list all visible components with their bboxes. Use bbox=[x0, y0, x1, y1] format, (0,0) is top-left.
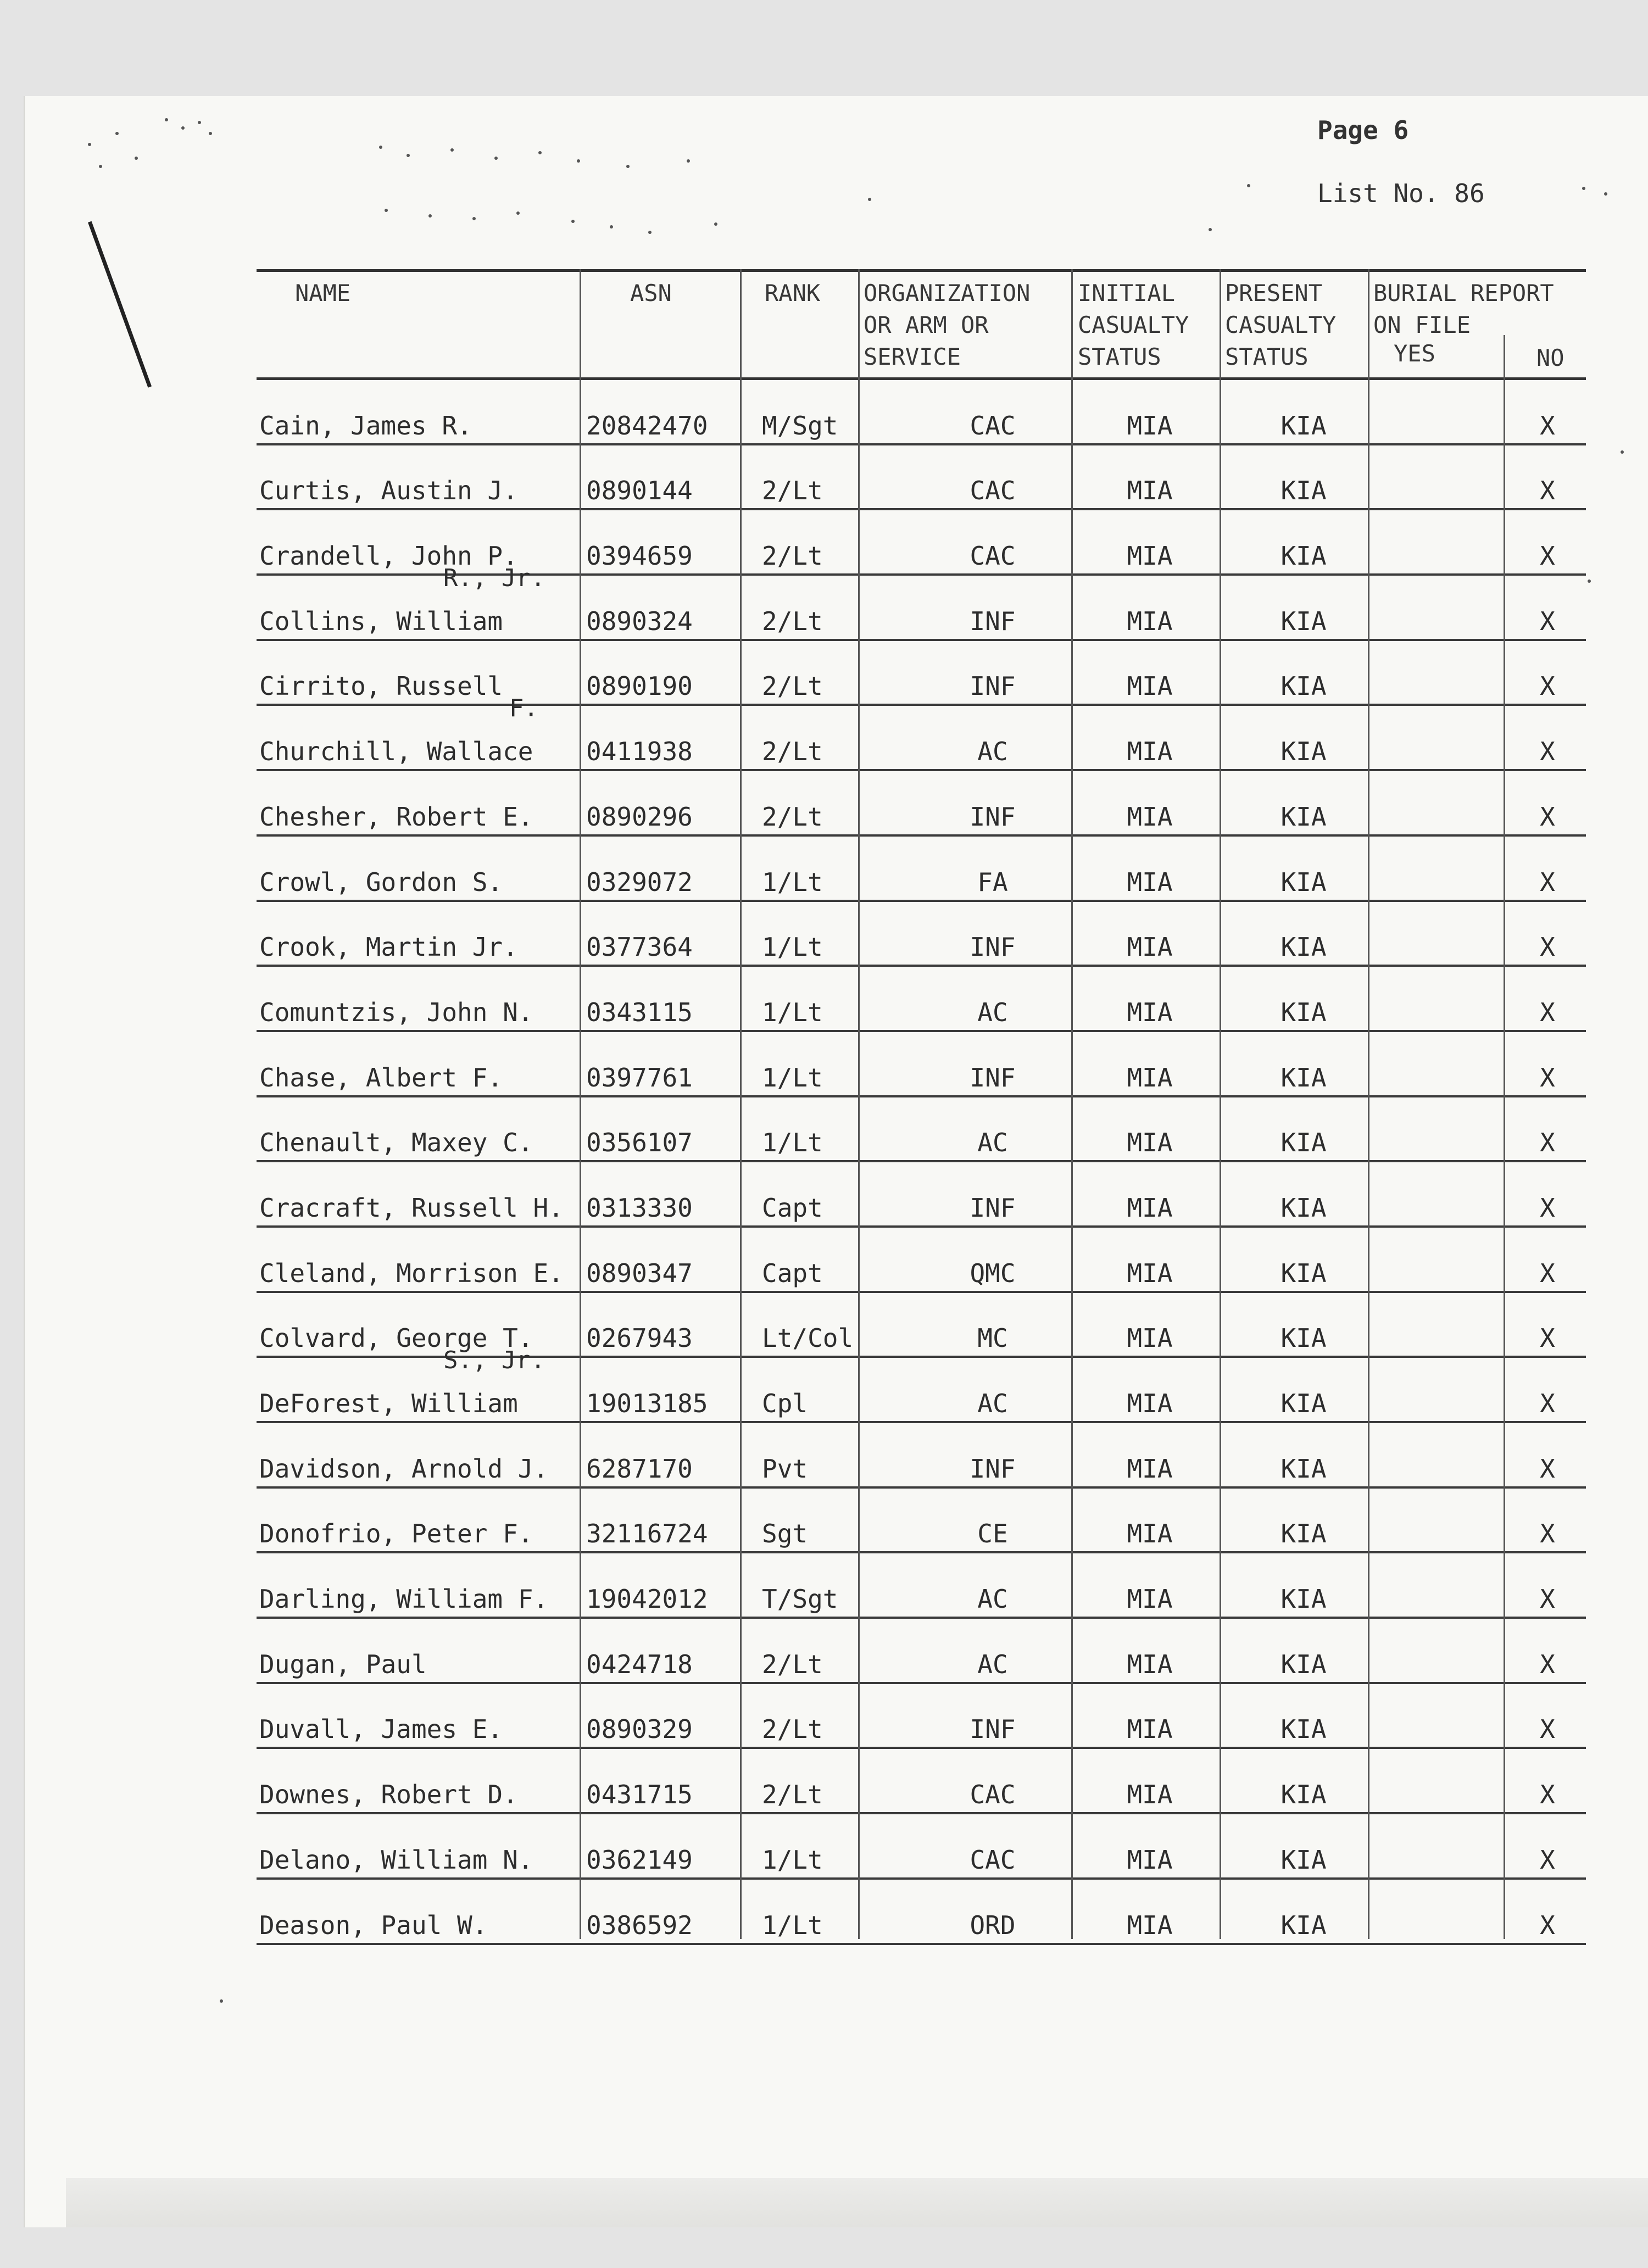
present-status-cell: KIA bbox=[1280, 737, 1327, 767]
column-divider bbox=[580, 269, 581, 1939]
table-row bbox=[257, 1749, 1586, 1814]
asn-cell: 0890296 bbox=[586, 801, 693, 832]
speckle bbox=[1604, 192, 1607, 196]
burial-no-cell: X bbox=[1540, 1062, 1555, 1093]
column-divider bbox=[1504, 335, 1505, 1939]
present-status-cell: KIA bbox=[1280, 476, 1327, 506]
name-cell: Colvard, George T. bbox=[259, 1323, 533, 1353]
organization-cell: AC bbox=[977, 1649, 1008, 1679]
burial-no-cell: X bbox=[1540, 541, 1555, 571]
header-yes: YES bbox=[1394, 340, 1435, 367]
present-status-cell: KIA bbox=[1280, 1323, 1327, 1353]
initial-status-cell: MIA bbox=[1127, 1192, 1173, 1223]
asn-cell: 0394659 bbox=[586, 541, 693, 571]
organization-cell: INF bbox=[970, 671, 1016, 701]
present-status-cell: KIA bbox=[1280, 1062, 1327, 1093]
asn-cell: 0362149 bbox=[586, 1845, 693, 1875]
table-row bbox=[257, 771, 1586, 837]
asn-cell: 0890190 bbox=[586, 671, 693, 701]
header-present-status: PRESENT CASUALTY STATUS bbox=[1225, 280, 1337, 370]
present-status-cell: KIA bbox=[1280, 867, 1327, 897]
present-status-cell: KIA bbox=[1280, 541, 1327, 571]
name-cell: Downes, Robert D. bbox=[259, 1780, 518, 1810]
speckle bbox=[407, 154, 410, 157]
table-row bbox=[257, 1162, 1586, 1228]
rank-cell: 1/Lt bbox=[762, 1845, 823, 1875]
asn-cell: 32116724 bbox=[586, 1519, 708, 1549]
present-status-cell: KIA bbox=[1280, 410, 1327, 441]
organization-cell: INF bbox=[970, 1714, 1016, 1745]
header-initial-status: INITIAL CASUALTY STATUS bbox=[1078, 280, 1189, 370]
speckle bbox=[88, 143, 91, 146]
initial-status-cell: MIA bbox=[1127, 671, 1173, 701]
asn-cell: 0343115 bbox=[586, 997, 693, 1027]
initial-status-cell: MIA bbox=[1127, 1845, 1173, 1875]
organization-cell: AC bbox=[977, 737, 1008, 767]
table-row bbox=[257, 1346, 1586, 1423]
column-divider bbox=[1220, 269, 1221, 1939]
present-status-cell: KIA bbox=[1280, 1780, 1327, 1810]
rank-cell: 1/Lt bbox=[762, 1128, 823, 1158]
present-status-cell: KIA bbox=[1280, 1584, 1327, 1614]
initial-status-cell: MIA bbox=[1127, 410, 1173, 441]
speckle bbox=[687, 159, 690, 163]
rank-cell: 1/Lt bbox=[762, 1910, 823, 1940]
burial-no-cell: X bbox=[1540, 410, 1555, 441]
rank-cell: 2/Lt bbox=[762, 671, 823, 701]
present-status-cell: KIA bbox=[1280, 1845, 1327, 1875]
burial-no-cell: X bbox=[1540, 1584, 1555, 1614]
burial-no-cell: X bbox=[1540, 801, 1555, 832]
rank-cell: Capt bbox=[762, 1258, 823, 1288]
initial-status-cell: MIA bbox=[1127, 737, 1173, 767]
present-status-cell: KIA bbox=[1280, 801, 1327, 832]
name-suffix: F. bbox=[509, 694, 538, 723]
table-row bbox=[257, 1423, 1586, 1489]
organization-cell: CAC bbox=[970, 1780, 1016, 1810]
burial-no-cell: X bbox=[1540, 932, 1555, 962]
name-cell: Donofrio, Peter F. bbox=[259, 1519, 533, 1549]
speckle bbox=[577, 159, 580, 163]
table-row bbox=[257, 1814, 1586, 1880]
scanner-edge-strip bbox=[66, 2178, 1648, 2227]
rank-cell: Cpl bbox=[762, 1389, 808, 1418]
name-suffix: R., Jr. bbox=[443, 564, 545, 593]
asn-cell: 0313330 bbox=[586, 1192, 693, 1223]
speckle bbox=[472, 217, 476, 220]
initial-status-cell: MIA bbox=[1127, 1258, 1173, 1288]
rank-cell: 1/Lt bbox=[762, 997, 823, 1027]
asn-cell: 6287170 bbox=[586, 1453, 693, 1484]
name-cell: Chenault, Maxey C. bbox=[259, 1128, 533, 1158]
name-cell: Davidson, Arnold J. bbox=[259, 1453, 549, 1484]
initial-status-cell: MIA bbox=[1127, 476, 1173, 506]
rank-cell: 2/Lt bbox=[762, 541, 823, 571]
rank-cell: Lt/Col bbox=[762, 1323, 854, 1353]
initial-status-cell: MIA bbox=[1127, 1910, 1173, 1940]
name-cell: Cirrito, Russell bbox=[259, 671, 503, 701]
name-cell: Churchill, Wallace bbox=[259, 737, 533, 767]
burial-no-cell: X bbox=[1540, 1128, 1555, 1158]
asn-cell: 0397761 bbox=[586, 1062, 693, 1093]
table-row bbox=[257, 1489, 1586, 1554]
table-row bbox=[257, 1553, 1586, 1619]
column-divider bbox=[858, 269, 860, 1939]
organization-cell: CAC bbox=[970, 1845, 1016, 1875]
column-divider bbox=[1071, 269, 1073, 1939]
rank-cell: 1/Lt bbox=[762, 1062, 823, 1093]
initial-status-cell: MIA bbox=[1127, 1062, 1173, 1093]
table-header bbox=[257, 269, 1586, 380]
organization-cell: CAC bbox=[970, 541, 1016, 571]
name-cell: Crowl, Gordon S. bbox=[259, 867, 503, 897]
present-status-cell: KIA bbox=[1280, 1714, 1327, 1745]
name-cell: Chase, Albert F. bbox=[259, 1062, 503, 1093]
name-cell: Deason, Paul W. bbox=[259, 1910, 488, 1940]
organization-cell: INF bbox=[970, 1453, 1016, 1484]
organization-cell: AC bbox=[977, 1128, 1008, 1158]
burial-no-cell: X bbox=[1540, 1845, 1555, 1875]
burial-no-cell: X bbox=[1540, 1649, 1555, 1679]
speckle bbox=[165, 118, 168, 121]
present-status-cell: KIA bbox=[1280, 1192, 1327, 1223]
speckle bbox=[571, 220, 575, 223]
rank-cell: 2/Lt bbox=[762, 1780, 823, 1810]
header-organization: ORGANIZATION OR ARM OR SERVICE bbox=[864, 280, 1031, 370]
burial-no-cell: X bbox=[1540, 606, 1555, 636]
initial-status-cell: MIA bbox=[1127, 606, 1173, 636]
name-cell: Crandell, John P. bbox=[259, 541, 518, 571]
asn-cell: 0890144 bbox=[586, 476, 693, 506]
speckle bbox=[648, 231, 652, 234]
organization-cell: MC bbox=[977, 1323, 1008, 1353]
table-row bbox=[257, 902, 1586, 967]
table-body bbox=[257, 380, 1586, 1945]
asn-cell: 19013185 bbox=[586, 1389, 708, 1418]
organization-cell: INF bbox=[970, 606, 1016, 636]
table-row bbox=[257, 1684, 1586, 1749]
row-rule bbox=[257, 1943, 1586, 1945]
initial-status-cell: MIA bbox=[1127, 1453, 1173, 1484]
initial-status-cell: MIA bbox=[1127, 541, 1173, 571]
rank-cell: 1/Lt bbox=[762, 932, 823, 962]
speckle bbox=[450, 148, 454, 152]
column-divider bbox=[740, 269, 742, 1939]
speckle bbox=[385, 209, 388, 212]
speckle bbox=[626, 165, 630, 168]
initial-status-cell: MIA bbox=[1127, 1649, 1173, 1679]
page-number: Page 6 bbox=[1317, 115, 1409, 145]
burial-no-cell: X bbox=[1540, 1910, 1555, 1940]
asn-cell: 19042012 bbox=[586, 1584, 708, 1614]
table-row bbox=[257, 1619, 1586, 1684]
speckle bbox=[99, 165, 102, 168]
burial-no-cell: X bbox=[1540, 1192, 1555, 1223]
name-cell: Cracraft, Russell H. bbox=[259, 1192, 564, 1223]
organization-cell: CAC bbox=[970, 476, 1016, 506]
speckle bbox=[1588, 579, 1591, 583]
speckle bbox=[610, 225, 613, 229]
burial-no-cell: X bbox=[1540, 1714, 1555, 1745]
header-no: NO bbox=[1536, 344, 1565, 371]
initial-status-cell: MIA bbox=[1127, 997, 1173, 1027]
initial-status-cell: MIA bbox=[1127, 1780, 1173, 1810]
speckle bbox=[209, 132, 212, 135]
name-cell: Crook, Martin Jr. bbox=[259, 932, 518, 962]
header-name: NAME bbox=[295, 280, 351, 307]
organization-cell: QMC bbox=[970, 1258, 1016, 1288]
name-cell: Cleland, Morrison E. bbox=[259, 1258, 564, 1288]
name-cell: DeForest, William bbox=[259, 1389, 518, 1418]
table-row bbox=[257, 380, 1586, 445]
initial-status-cell: MIA bbox=[1127, 1584, 1173, 1614]
header-rank: RANK bbox=[765, 280, 821, 307]
list-number: List No. 86 bbox=[1317, 179, 1485, 208]
table-row bbox=[257, 564, 1586, 641]
present-status-cell: KIA bbox=[1280, 671, 1327, 701]
asn-cell: 20842470 bbox=[586, 410, 708, 441]
burial-no-cell: X bbox=[1540, 476, 1555, 506]
name-cell: Chesher, Robert E. bbox=[259, 801, 533, 832]
burial-no-cell: X bbox=[1540, 671, 1555, 701]
present-status-cell: KIA bbox=[1280, 1649, 1327, 1679]
burial-no-cell: X bbox=[1540, 1258, 1555, 1288]
asn-cell: 0424718 bbox=[586, 1649, 693, 1679]
present-status-cell: KIA bbox=[1280, 606, 1327, 636]
name-cell: Collins, William bbox=[259, 606, 503, 636]
organization-cell: INF bbox=[970, 1192, 1016, 1223]
speckle bbox=[868, 198, 871, 201]
name-cell: Cain, James R. bbox=[259, 410, 472, 441]
name-cell: Comuntzis, John N. bbox=[259, 997, 533, 1027]
rank-cell: Pvt bbox=[762, 1453, 808, 1484]
initial-status-cell: MIA bbox=[1127, 1128, 1173, 1158]
organization-cell: AC bbox=[977, 1584, 1008, 1614]
initial-status-cell: MIA bbox=[1127, 1714, 1173, 1745]
asn-cell: 0377364 bbox=[586, 932, 693, 962]
burial-no-cell: X bbox=[1540, 1389, 1555, 1418]
organization-cell: AC bbox=[977, 997, 1008, 1027]
casualty-table bbox=[257, 269, 1586, 1945]
present-status-cell: KIA bbox=[1280, 1389, 1327, 1418]
initial-status-cell: MIA bbox=[1127, 1519, 1173, 1549]
name-suffix: S., Jr. bbox=[443, 1346, 545, 1375]
speckle bbox=[181, 126, 185, 130]
speckle bbox=[428, 214, 432, 218]
asn-cell: 0890324 bbox=[586, 606, 693, 636]
burial-no-cell: X bbox=[1540, 1519, 1555, 1549]
asn-cell: 0386592 bbox=[586, 1910, 693, 1940]
organization-cell: AC bbox=[977, 1389, 1008, 1418]
asn-cell: 0431715 bbox=[586, 1780, 693, 1810]
name-cell: Darling, William F. bbox=[259, 1584, 549, 1614]
asn-cell: 0411938 bbox=[586, 737, 693, 767]
rank-cell: M/Sgt bbox=[762, 410, 838, 441]
speckle bbox=[516, 211, 520, 215]
present-status-cell: KIA bbox=[1280, 1910, 1327, 1940]
rank-cell: 2/Lt bbox=[762, 737, 823, 767]
table-row bbox=[257, 1880, 1586, 1945]
speckle bbox=[538, 151, 542, 154]
asn-cell: 0890347 bbox=[586, 1258, 693, 1288]
burial-no-cell: X bbox=[1540, 867, 1555, 897]
burial-no-cell: X bbox=[1540, 1323, 1555, 1353]
table-row bbox=[257, 445, 1586, 511]
table-row bbox=[257, 641, 1586, 706]
rank-cell: 2/Lt bbox=[762, 1714, 823, 1745]
speckle bbox=[714, 222, 717, 226]
present-status-cell: KIA bbox=[1280, 997, 1327, 1027]
organization-cell: INF bbox=[970, 932, 1016, 962]
organization-cell: ORD bbox=[970, 1910, 1016, 1940]
initial-status-cell: MIA bbox=[1127, 867, 1173, 897]
present-status-cell: KIA bbox=[1280, 932, 1327, 962]
burial-no-cell: X bbox=[1540, 737, 1555, 767]
table-row bbox=[257, 694, 1586, 771]
rank-cell: 1/Lt bbox=[762, 867, 823, 897]
table-row bbox=[257, 1097, 1586, 1163]
present-status-cell: KIA bbox=[1280, 1453, 1327, 1484]
speckle bbox=[115, 132, 119, 135]
speckle bbox=[494, 157, 498, 160]
burial-no-cell: X bbox=[1540, 997, 1555, 1027]
speckle bbox=[135, 157, 138, 160]
rank-cell: Capt bbox=[762, 1192, 823, 1223]
asn-cell: 0356107 bbox=[586, 1128, 693, 1158]
name-cell: Curtis, Austin J. bbox=[259, 476, 518, 506]
header-asn: ASN bbox=[630, 280, 672, 307]
asn-cell: 0329072 bbox=[586, 867, 693, 897]
initial-status-cell: MIA bbox=[1127, 1389, 1173, 1418]
present-status-cell: KIA bbox=[1280, 1128, 1327, 1158]
asn-cell: 0890329 bbox=[586, 1714, 693, 1745]
organization-cell: INF bbox=[970, 801, 1016, 832]
burial-no-cell: X bbox=[1540, 1453, 1555, 1484]
rank-cell: T/Sgt bbox=[762, 1584, 838, 1614]
name-cell: Dugan, Paul bbox=[259, 1649, 427, 1679]
speckle bbox=[1582, 187, 1585, 190]
asn-cell: 0267943 bbox=[586, 1323, 693, 1353]
present-status-cell: KIA bbox=[1280, 1258, 1327, 1288]
rank-cell: 2/Lt bbox=[762, 476, 823, 506]
rank-cell: Sgt bbox=[762, 1519, 808, 1549]
organization-cell: CAC bbox=[970, 410, 1016, 441]
rank-cell: 2/Lt bbox=[762, 1649, 823, 1679]
speckle bbox=[198, 121, 201, 124]
initial-status-cell: MIA bbox=[1127, 1323, 1173, 1353]
rank-cell: 2/Lt bbox=[762, 606, 823, 636]
table-row bbox=[257, 1228, 1586, 1293]
table-row bbox=[257, 837, 1586, 902]
present-status-cell: KIA bbox=[1280, 1519, 1327, 1549]
rank-cell: 2/Lt bbox=[762, 801, 823, 832]
organization-cell: INF bbox=[970, 1062, 1016, 1093]
initial-status-cell: MIA bbox=[1127, 801, 1173, 832]
organization-cell: FA bbox=[977, 867, 1008, 897]
speckle bbox=[220, 1999, 223, 2003]
column-divider bbox=[1368, 269, 1369, 1939]
organization-cell: CE bbox=[977, 1519, 1008, 1549]
table-row bbox=[257, 1032, 1586, 1097]
burial-no-cell: X bbox=[1540, 1780, 1555, 1810]
speckle bbox=[1621, 450, 1624, 454]
speckle bbox=[1209, 228, 1212, 231]
speckle bbox=[379, 146, 382, 149]
table-row bbox=[257, 967, 1586, 1032]
name-cell: Duvall, James E. bbox=[259, 1714, 503, 1745]
header-burial-report: BURIAL REPORT ON FILE bbox=[1373, 280, 1554, 338]
name-cell: Delano, William N. bbox=[259, 1845, 533, 1875]
speckle bbox=[1247, 184, 1250, 187]
initial-status-cell: MIA bbox=[1127, 932, 1173, 962]
